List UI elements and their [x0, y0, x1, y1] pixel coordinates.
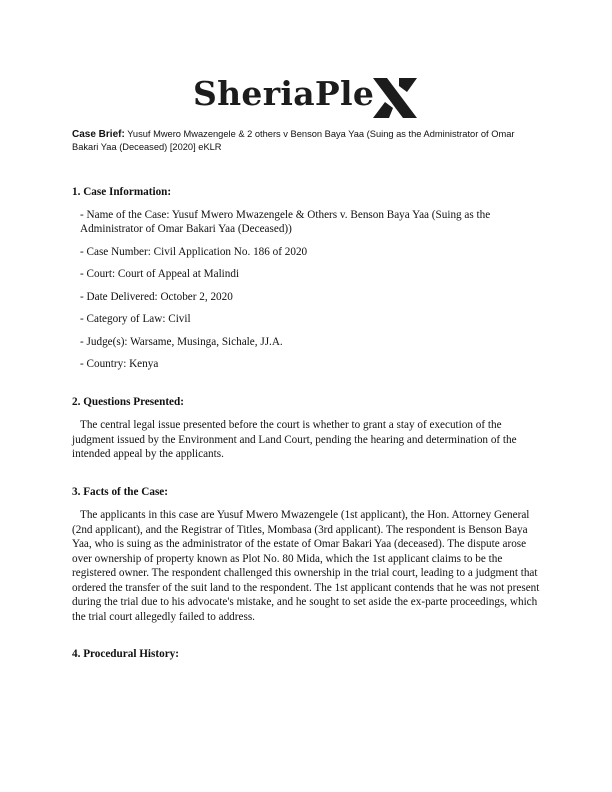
document-content: [72, 185, 542, 662]
section-heading-case-information: 1. Case Information:: [72, 186, 172, 198]
section-heading-procedural-history: 4. Procedural History:: [72, 648, 179, 660]
date-delivered-item: - Date Delivered: October 2, 2020: [80, 290, 233, 303]
section-heading-questions-presented: 2. Questions Presented:: [72, 395, 184, 408]
country-item: - Country: Kenya: [80, 358, 159, 370]
case-brief-label: Case Brief:: [72, 129, 125, 140]
case-name-item: - Name of the Case: Yusuf Mwero Mwazengele & Others v. Benson Baya Yaa (Suing as the Administrator of Omar Bakari Yaa (Deceased)): [80, 208, 491, 235]
logo-text: SheriaPle: [193, 74, 375, 113]
case-number-item: - Case Number: Civil Application No. 186 of 2020: [80, 245, 308, 258]
sheriaplex-logo: [193, 70, 423, 122]
court-item: - Court: Court of Appeal at Malindi: [80, 268, 240, 280]
case-brief-title: Yusuf Mwero Mwazengele & 2 others v Benson Baya Yaa (Suing as the Administrator of Omar Bakari Yaa (Deceased) [2020] eKLR: [72, 129, 515, 152]
logo-x-mark-icon: [373, 78, 417, 118]
category-of-law-item: - Category of Law: Civil: [80, 313, 191, 325]
case-brief-heading: [72, 128, 542, 154]
section-heading-facts: 3. Facts of the Case:: [72, 485, 169, 498]
questions-presented-text: The central legal issue presented before the court is whether to grant a stay of execution of the judgment issued by the Environment and Land Court, pending the hearing and determination of the intended appeal by the applicants.: [72, 419, 517, 460]
facts-text: The applicants in this case are Yusuf Mwero Mwazengele (1st applicant), the Hon. Attorney General (2nd applicant), and the Registrar of Titles, Mombasa (3rd applicant). The respondent is Benson Baya Yaa, who is suing as the administrator of the estate of Omar Bakari Yaa (deceased). The dispute arose over ownership of property known as Plot No. 80 Mida, which the 1st applicant claims to be the registered owner. The respondent challenged this ownership in the trial court, leading to a judgment that ordered the transfer of the suit land to the respondent. The 1st applicant contends that he was not present during the trial due to his advocate's mistake, and he sought to set aside the ex-parte proceedings, which the trial court allegedly failed to address.: [72, 509, 540, 623]
judges-item: - Judge(s): Warsame, Musinga, Sichale, JJ.A.: [80, 335, 283, 348]
